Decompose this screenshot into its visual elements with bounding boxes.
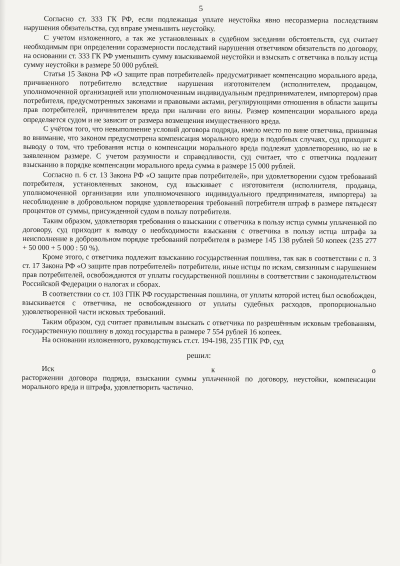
paragraph-penalty-reduction: С учетом изложенного, а так же установленных в судебном заседании обстоятельств, суд считает необходимым при определении соразмерности последствий нарушения ответчиком обязательств по договору, на основании ст. 333 ГК РФ уменьшить сумму взыскиваемой неустойки и взыскать с ответчика в пользу истца сумму неустойки в размере 50 000 рублей. bbox=[23, 32, 378, 70]
paragraph-state-duty: Кроме этого, с ответчика подлежит взысканию государственная пошлина, так как в соответствии с п. 3 ст. 17 Закона РФ «О защите прав потребителей» потребители, иные истцы по искам, связанным с нарушением прав потребителей, освобождаются от уплаты государственной пошлины в соответствии с законодательством Российской Федерации о налогах и сборах. bbox=[22, 252, 377, 290]
paragraph-fine-calculation: Таким образом, удовлетворяя требования о взыскании с ответчика в пользу истца суммы уплаченной по договору, суд приходит к выводу о необходимости взыскания с ответчика в пользу истца штрафа за неисполнение в добровольном порядке требований потребителя в размере 145 138 рублей 50 копеек (235 277 + 50 000 + 5 000 : 50 %). bbox=[22, 215, 377, 253]
scan-shadow bbox=[0, 0, 6, 564]
claim-against: к bbox=[211, 365, 215, 375]
paragraph-final: расторжении договора подряда, взыскании суммы уплаченной по договору, неустойки, компенсации морального вреда и штрафа, удовлетворить частично. bbox=[21, 373, 376, 393]
claim-about: о bbox=[371, 366, 376, 376]
paragraph-art-15: Статья 15 Закона РФ «О защите прав потребителей» предусматривает компенсацию морального вреда, причиненного потребителю вследствие нарушения изготовителем (исполнителем, продавцом, уполномоченной организацией или уполномоченным индивидуальным предпринимателем, импортером) прав потребителя, предусмотренных законами и правовыми актами, регулирующими отношения в области защиты прав потребителей, причинителем вреда при наличии его вины. Размер компенсации морального вреда определяется судом и не зависит от размера возмещения имущественного вреда. bbox=[23, 69, 378, 126]
claim-word: Иск bbox=[41, 364, 55, 374]
paragraph-art-13-fine: Согласно п. 6 ст. 13 Закона РФ «О защите прав потребителей», при удовлетворении судом требований потребителя, установленных законом, суд взыскивает с изготовителя (исполнителя, продавца, уполномоченной организации или уполномоченного индивидуального предпринимателя, импортера) за несоблюдение в добровольном порядке удовлетворения требований потребителя штраф в размере пятьдесят процентов от суммы, присужденной судом в пользу потребителя. bbox=[22, 169, 377, 217]
paragraph-art-333: Согласно ст. 333 ГК РФ, если подлежащая уплате неустойка явно несоразмерна последствиям нарушения обязательства, суд вправе уменьшить неустойку. bbox=[23, 14, 378, 34]
paragraph-art-103: В соответствии со ст. 103 ГПК РФ государственная пошлина, от уплаты которой истец был освобожден, взыскивается с ответчика, не освобожденного от уплаты судебных расходов, пропорционально удовлетворенной части исковых требований. bbox=[22, 288, 377, 317]
page-number: 5 bbox=[198, 3, 203, 14]
paragraph-duty-amount: Таким образом, суд считает правильным взыскать с ответчика по разрешённым исковым требованиям, государственную пошлину в доход государства в размере 7 554 рублей 16 копеек. bbox=[21, 316, 377, 337]
decision-heading: решил: bbox=[186, 351, 211, 361]
paragraph-moral-damage: С учётом того, что невыполнение условий договора подряда, имело место по вине ответчика, принимая во внимание, что законом предусмотрена компенсация морального вреда в подобных случаях, суд приходит к выводу о том, что требования истца о компенсации морального вреда подлежат удовлетворению, но не в заявленном размере. С учетом разумности и справедливости, суд считает, что с ответчика подлежит взысканию в порядке компенсации морального вреда сумма в размере 15 000 рублей. bbox=[22, 124, 378, 171]
paragraph-legal-basis: На основании изложенного, руководствуясь ст.ст. 194-198, 235 ГПК РФ, суд bbox=[41, 335, 284, 346]
